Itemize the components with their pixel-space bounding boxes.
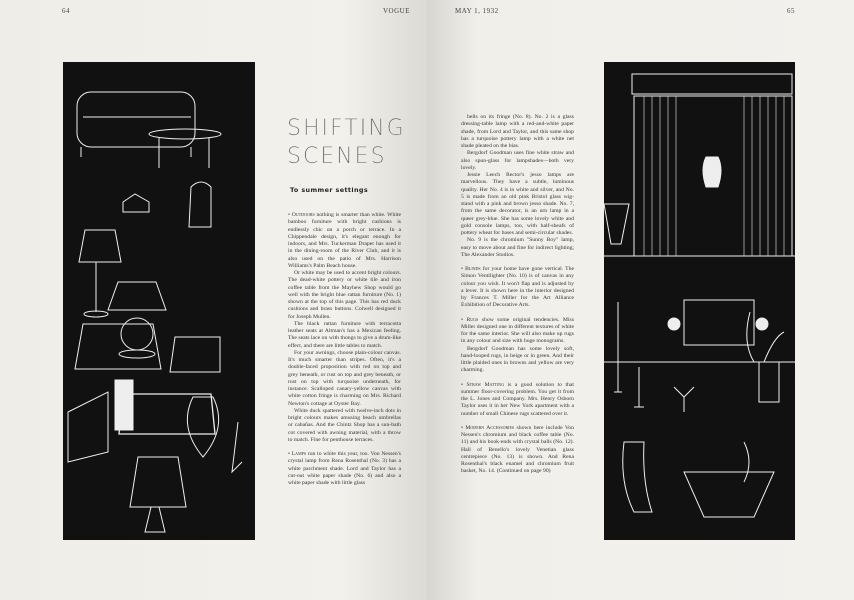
paragraph-text: bells on its fringe (No. 8). No. 2 is a glass dressing-table lamp with a red-and-white paper shade, from Lord and Taylor, and this same shop has a turquoise pottery lamp with a white net shade pleated on the bias. — [461, 114, 574, 149]
paragraph-text: is a good solution to that summer floor-covering problem. You get it from the L. Jones and Company. Mrs. Henry Osborn Taylor uses it in her New York apartment with a number of small Chinese rugs scattered over it. — [461, 381, 574, 417]
paragraph — [288, 212, 401, 270]
paragraph — [461, 114, 574, 150]
paragraph-text: The black rattan furniture with terracotta leather seats at Altman's has a Mexican feeling. The seats lace on with thongs to give a drum-like effect, and there are little tables to match. — [288, 320, 401, 349]
right-text-column — [461, 114, 574, 476]
left-illustration-panel — [63, 62, 255, 540]
issue-date: MAY 1, 1932 — [455, 7, 499, 15]
left-page-number: 64 — [62, 7, 70, 15]
paragraph-text: nothing is smarter than white. White bamboo furniture with bright cushions is endlessly chic on a porch or terrace. In a Chippendale design, it's elegant enough for indoors, and Mrs. Tuckerman Draper has used it in the dining-room of the River Club, and it is also used on the patio of Mrs. Harrison Williams's Palm Beach house. — [288, 212, 401, 269]
paragraph — [461, 150, 574, 172]
paragraph — [461, 266, 574, 310]
paragraph-text: shown here include Von Nessen's chromium and black coffee table (No. 11) and his book-ends with crystal balls (No. 12). Hall of Benello's lovely Venetian glass centrepiece (No. 13) is shown. And Rena Rosenthal's black enamel and chromium fruit basket, No. 14. (Continued on page 90) — [461, 424, 574, 475]
paragraph — [288, 451, 401, 487]
paragraph — [288, 321, 401, 350]
section-lead: • Blinds — [461, 266, 481, 272]
section-lead: • Outdoors — [288, 212, 315, 218]
section-lead: • Rugs — [461, 316, 479, 323]
article-title-line2: SCENES — [287, 144, 387, 169]
paragraph-text: For your awnings, choose plain-colour canvas. It's much smarter than stripes. Often, it's a double-faced proposition with red on top and grey beneath, or rust on top and grey beneath, or rust on top with turquoise underneath, for instance. Scalloped canary-yellow canvas with white cotton fringe is charming on Mrs. Richard Newton's cottage at Oyster Bay. — [288, 349, 401, 407]
left-text-column — [288, 212, 401, 487]
paragraph — [461, 346, 574, 375]
article-title-line1: SHIFTING — [287, 116, 406, 141]
paragraph-text: No. 9 is the chromium "Sunny Boy" lamp, easy to move about and fine for indirect lighting; The Alexander Studios. — [461, 237, 574, 258]
paragraph-text: show some original tendencies. Miss Miller designed one in different textures of white for the same interior. She will also make up rugs in any colour and size with huge monograms. — [461, 316, 574, 345]
paragraph — [461, 382, 574, 418]
paragraph-text: Bergdorf Goodman has some lovely soft, hand-looped rugs, in beige or in green. And their little plaided ones in browns and yellow are very charming. — [461, 345, 574, 374]
paragraph-text: run to white this year, too. Von Nessen's crystal lamp from Rena Rosenthal (No. 3) has a white parchment shade. Lord and Taylor has a cut-out white paper shade (No. 6) and also a white paper shade with little glass — [288, 451, 401, 486]
paragraph — [461, 317, 574, 346]
section-lead: • Straw Matting — [461, 381, 505, 388]
magazine-name: VOGUE — [383, 7, 410, 15]
paragraph-text: for your home have gone vertical. The Simon Ventilighter (No. 10) is of canvas in any colour you wish. It won't flap and is adjusted by a lever. It is shown here in the interior designed by Frances T. Miller for the Art Alliance Exhibition of Decorative Arts. — [461, 266, 574, 309]
furniture-lamps-illustration — [63, 62, 255, 540]
interior-accessories-illustration — [604, 62, 795, 540]
paragraph — [288, 408, 401, 444]
article-subtitle: To summer settings — [290, 186, 369, 194]
paragraph-text: Jessie Leech Rector's jesso lamps are marvellous. They have a subtle, luminous quality. Her No. 4 is in white and silver, and No. 5 is made from an old pink Bristol glass wig-stand with a pink and brown jesso shade. No. 7, from the same decorator, is an urn lamp in a queer grey-blue. She has some lovely white and gold console lamps, too, with half-sheafs of pottery wheat for bases and semi-circular shades. — [461, 172, 574, 236]
paragraph — [461, 237, 574, 259]
paragraph — [288, 350, 401, 408]
section-lead: • Lamps — [288, 451, 307, 457]
paragraph — [288, 270, 401, 321]
paragraph-text: Bergdorf Goodman uses fine white straw and also spun-glass for lampshades—both very lovely. — [461, 150, 574, 171]
paragraph — [461, 425, 574, 476]
right-illustration-panel — [604, 62, 795, 540]
right-page-number: 65 — [787, 7, 795, 15]
section-lead: • Modern Accessories — [461, 424, 515, 431]
paragraph-text: White duck spattered with twelve-inch dots in bright colours makes amusing beach umbrellas or cabañas. And the Chintz Shop has a sun-bath cot covered with awning material, with a throw to match. Fine for penthouse terraces. — [288, 407, 401, 443]
paragraph-text: Or white may be used to accent bright colours. The dead-white pottery or white tile and iron coffee table from the Mayhew Shop would go well with the bright blue rattan furniture (No. 1) shown at the top of this page. This has red duck cushions and brass buttons. Colwell designed it for Joseph Mullen. — [288, 270, 401, 320]
paragraph — [461, 172, 574, 237]
